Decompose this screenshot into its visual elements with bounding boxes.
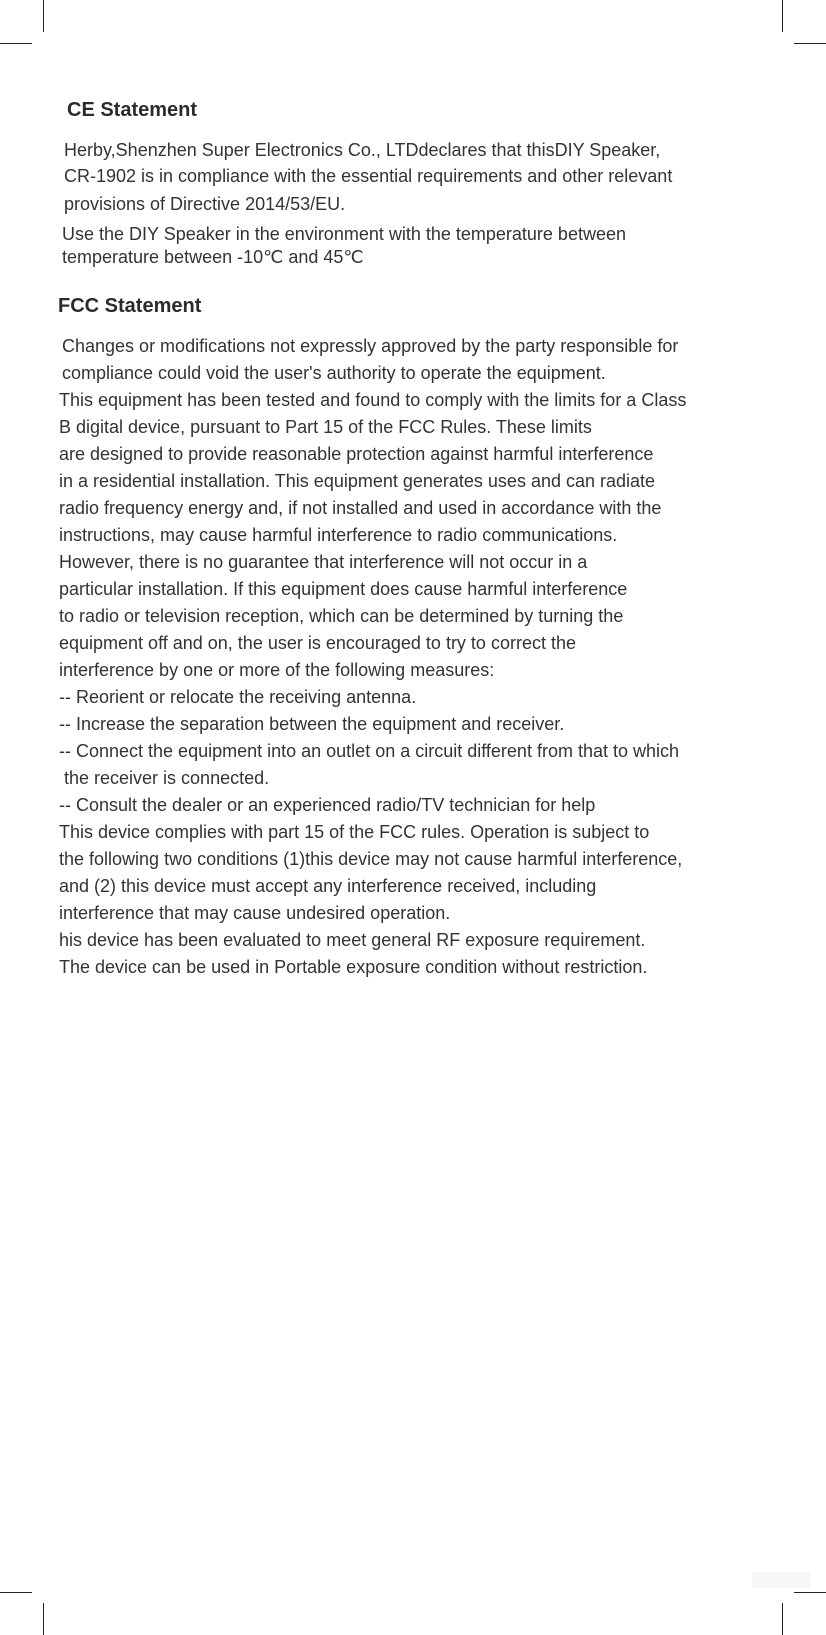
ce-line: Herby,Shenzhen Super Electronics Co., LTDdeclares that thisDIY Speaker, xyxy=(64,140,661,160)
crop-mark-bottom-left-horizontal xyxy=(0,1592,32,1593)
ce-line: temperature between -10℃ and 45℃ xyxy=(62,247,364,267)
ce-heading: CE Statement xyxy=(67,99,198,121)
fcc-line: -- Consult the dealer or an experienced radio/TV technician for help xyxy=(59,795,596,815)
fcc-line: The device can be used in Portable exposure condition without restriction. xyxy=(59,957,648,977)
fcc-line: instructions, may cause harmful interference to radio communications. xyxy=(59,525,618,545)
crop-mark-top-left-horizontal xyxy=(0,43,32,44)
crop-mark-bottom-right-horizontal xyxy=(794,1592,826,1593)
fcc-line: -- Increase the separation between the equipment and receiver. xyxy=(59,714,565,734)
fcc-line: his device has been evaluated to meet general RF exposure requirement. xyxy=(59,930,646,950)
fcc-line: -- Connect the equipment into an outlet on a circuit different from that to which xyxy=(59,741,680,761)
crop-mark-top-right-vertical xyxy=(782,0,783,32)
fcc-line: compliance could void the user's authority to operate the equipment. xyxy=(62,363,606,383)
ce-line: CR-1902 is in compliance with the essential requirements and other relevant xyxy=(64,166,673,186)
fcc-line: are designed to provide reasonable protection against harmful interference xyxy=(59,444,654,464)
fcc-line: This device complies with part 15 of the FCC rules. Operation is subject to xyxy=(59,822,650,842)
fcc-line: equipment off and on, the user is encouraged to try to correct the xyxy=(59,633,576,653)
faint-print-mark xyxy=(752,1572,810,1588)
fcc-line: -- Reorient or relocate the receiving antenna. xyxy=(59,687,417,707)
fcc-line: the receiver is connected. xyxy=(59,768,270,788)
fcc-line: radio frequency energy and, if not installed and used in accordance with the xyxy=(59,498,662,518)
fcc-line: particular installation. If this equipment does cause harmful interference xyxy=(59,579,628,599)
fcc-line: in a residential installation. This equipment generates uses and can radiate xyxy=(59,471,656,491)
fcc-line: However, there is no guarantee that interference will not occur in a xyxy=(59,552,588,572)
fcc-line: interference by one or more of the following measures: xyxy=(59,660,495,680)
fcc-line: Changes or modifications not expressly approved by the party responsible for xyxy=(62,336,679,356)
fcc-line: This equipment has been tested and found to comply with the limits for a Class xyxy=(59,390,687,410)
crop-mark-top-left-vertical xyxy=(43,0,44,32)
fcc-line: B digital device, pursuant to Part 15 of the FCC Rules. These limits xyxy=(59,417,592,437)
crop-mark-bottom-left-vertical xyxy=(43,1603,44,1635)
fcc-heading: FCC Statement xyxy=(58,295,202,317)
ce-line: provisions of Directive 2014/53/EU. xyxy=(64,194,346,214)
fcc-line: and (2) this device must accept any interference received, including xyxy=(59,876,597,896)
fcc-line: the following two conditions (1)this device may not cause harmful interference, xyxy=(59,849,683,869)
crop-mark-bottom-right-vertical xyxy=(782,1603,783,1635)
ce-line: Use the DIY Speaker in the environment with the temperature between xyxy=(62,224,626,244)
crop-mark-top-right-horizontal xyxy=(794,43,826,44)
fcc-line: to radio or television reception, which can be determined by turning the xyxy=(59,606,624,626)
fcc-line: interference that may cause undesired operation. xyxy=(59,903,451,923)
